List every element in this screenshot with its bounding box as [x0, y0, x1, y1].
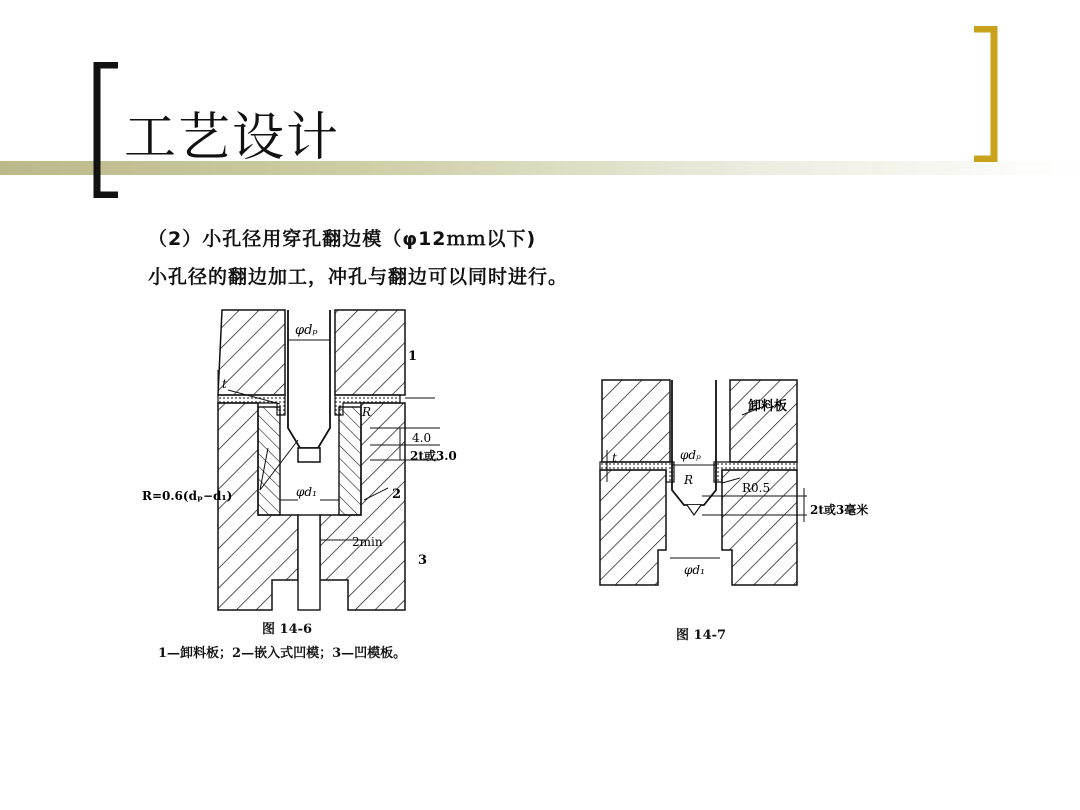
label-2: 2 — [392, 487, 402, 502]
left-bracket — [92, 62, 122, 198]
right-bracket — [970, 26, 1000, 162]
label-2min: 2min — [352, 535, 383, 549]
text-line-1: （2）小孔径用穿孔翻边模（φ12ｍｍ以下) — [148, 228, 537, 250]
label-R: R — [362, 405, 372, 419]
label-t: t — [222, 377, 227, 391]
label-R-formula: R=0.6(dₚ−d₁) — [142, 489, 233, 503]
figure-14-7 — [592, 370, 892, 595]
label-t-2: t — [612, 451, 617, 465]
label-phi-d1-2: φd₁ — [684, 563, 705, 577]
label-phi-dp: φdₚ — [295, 323, 318, 338]
figure-14-6 — [130, 300, 480, 620]
label-2t-or-3mm: 2t或3毫米 — [810, 503, 869, 517]
label-R0-5: R0.5 — [742, 481, 771, 495]
label-1: 1 — [408, 349, 418, 364]
label-4-0: 4.0 — [412, 431, 432, 445]
caption-14-6: 图 14-6 — [262, 622, 313, 637]
caption-14-7: 图 14-7 — [676, 628, 727, 643]
label-phi-d1: φd₁ — [296, 485, 317, 499]
text-line-2: 小孔径的翻边加工，冲孔与翻边可以同时进行。 — [148, 266, 569, 288]
legend-14-6: 1—卸料板；2—嵌入式凹模；3—凹模板。 — [158, 646, 407, 661]
label-R-2: R — [684, 473, 694, 487]
label-xieliaoban: 卸料板 — [748, 399, 788, 414]
slide-title: 工艺设计 — [124, 108, 341, 168]
label-3: 3 — [418, 553, 428, 568]
label-2t-or-3: 2t或3.0 — [410, 449, 457, 463]
label-phi-dp-2: φdₚ — [680, 448, 701, 462]
